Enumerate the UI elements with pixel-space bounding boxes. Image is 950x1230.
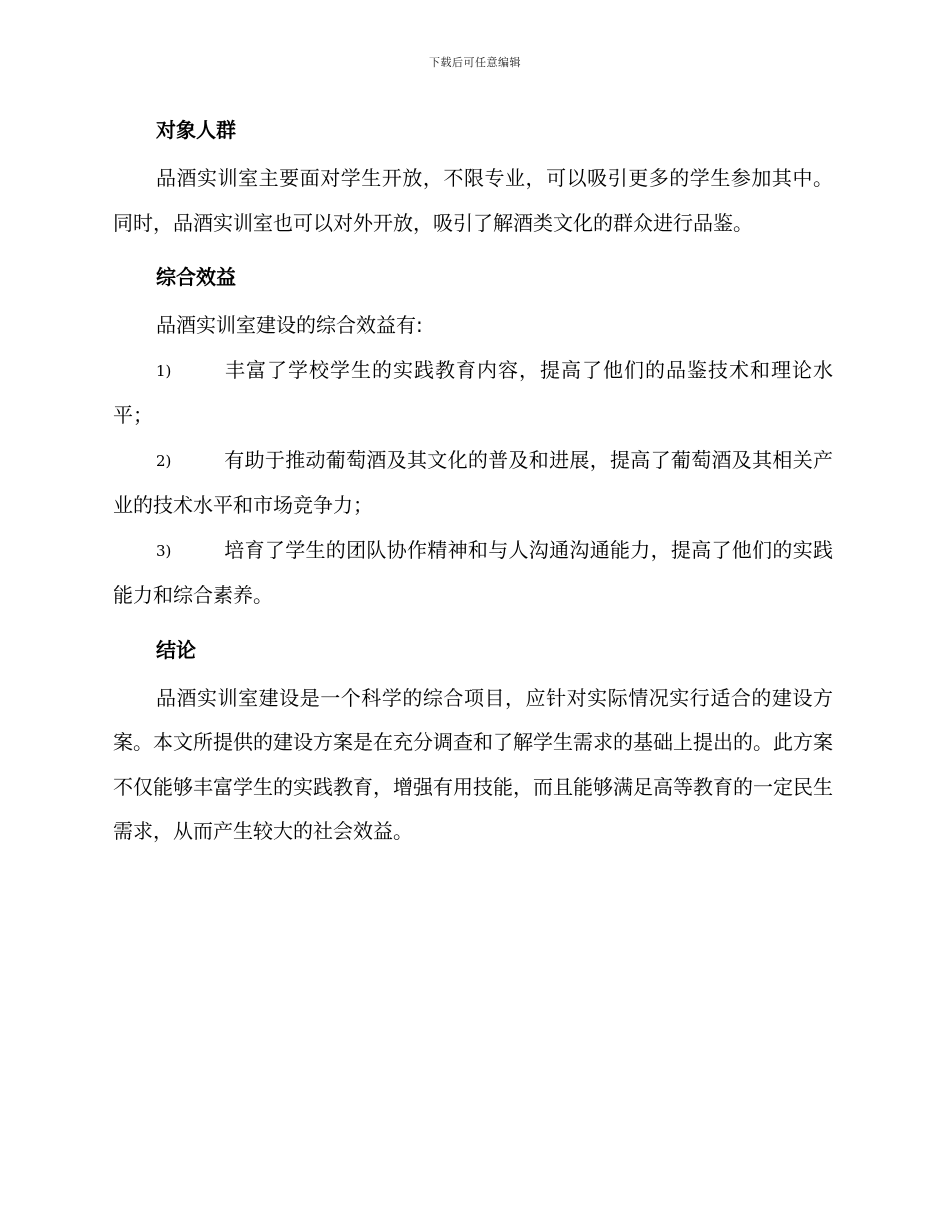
benefit-item-1	[113, 348, 833, 438]
document-body	[113, 112, 833, 854]
list-item-text: 丰富了学校学生的实践教育内容，提高了他们的品鉴技术和理论水平；	[113, 357, 833, 427]
section-heading-conclusion: 结论	[156, 637, 196, 662]
section-heading-benefits: 综合效益	[156, 265, 236, 289]
list-number: 3)	[156, 541, 172, 560]
benefit-item-2	[113, 438, 833, 528]
conclusion-paragraph: 品酒实训室建设是一个科学的综合项目，应针对实际情况实行适合的建设方案。本文所提供的建设方案是在充分调查和了解学生需求的基础上提出的。此方案不仅能够丰富学生的实践教育，增强有用技能，而且能够满足高等教育的一定民生需求，从而产生较大的社会效益。	[113, 685, 833, 843]
audience-paragraph: 品酒实训室主要面对学生开放，不限专业，可以吸引更多的学生参加其中。同时，品酒实训室也可以对外开放，吸引了解酒类文化的群众进行品鉴。	[113, 166, 833, 235]
section-heading-audience: 对象人群	[156, 118, 236, 142]
list-number: 2)	[156, 451, 172, 470]
list-number: 1)	[156, 361, 172, 380]
benefits-intro: 品酒实训室建设的综合效益有:	[156, 313, 423, 337]
list-item-text: 有助于推动葡萄酒及其文化的普及和进展，提高了葡萄酒及其相关产业的技术水平和市场竞争力；	[113, 447, 833, 517]
benefit-item-3	[113, 528, 833, 618]
list-item-text: 培育了学生的团队协作精神和与人沟通沟通能力，提高了他们的实践能力和综合素养。	[113, 537, 833, 607]
header-note: 下载后可任意编辑	[429, 56, 521, 69]
